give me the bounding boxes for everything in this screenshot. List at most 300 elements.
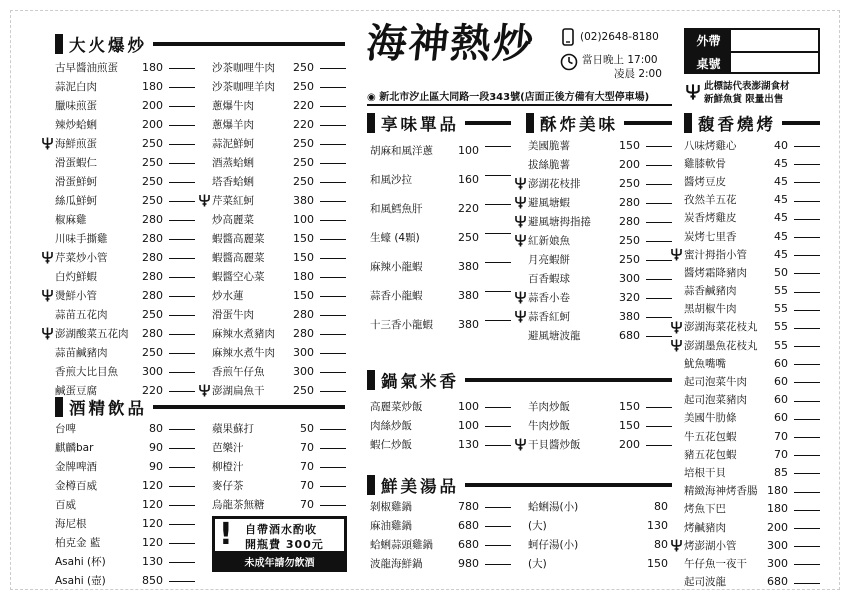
menu-item-name: 澎湖花枝排 xyxy=(528,178,581,190)
quantity-line xyxy=(485,175,511,176)
menu-item xyxy=(528,516,672,535)
menu-item xyxy=(528,288,672,307)
menu-item-price: 250 xyxy=(293,61,314,74)
quantity-line xyxy=(320,296,346,297)
menu-item xyxy=(55,153,195,172)
menu-item-price: 150 xyxy=(647,557,668,570)
quantity-line xyxy=(169,258,195,259)
quantity-line xyxy=(320,68,346,69)
quantity-line xyxy=(485,545,511,546)
section-header-wok xyxy=(367,369,672,391)
menu-item xyxy=(370,416,511,435)
menu-item xyxy=(212,229,346,248)
menu-item-price: 150 xyxy=(293,251,314,264)
menu-item-price: 980 xyxy=(458,557,479,570)
menu-item-name: 滑蛋蝦仁 xyxy=(55,157,97,169)
quantity-line xyxy=(320,391,346,392)
quantity-line xyxy=(169,68,195,69)
menu-item xyxy=(55,362,195,381)
brand-logo xyxy=(364,12,549,74)
quantity-line xyxy=(320,315,346,316)
quantity-line xyxy=(320,163,346,164)
section-title: 馥香燒烤 xyxy=(698,115,776,134)
menu-item xyxy=(55,381,195,400)
quantity-line xyxy=(320,125,346,126)
trident-icon xyxy=(42,251,53,264)
menu-item-price: 300 xyxy=(767,556,788,570)
quantity-line xyxy=(169,448,195,449)
menu-item-price: 60 xyxy=(774,356,788,370)
menu-item-price: 180 xyxy=(142,80,163,93)
trident-icon xyxy=(515,215,526,228)
trident-icon xyxy=(671,339,682,352)
menu-item-price: 250 xyxy=(142,137,163,150)
menu-item-price: 280 xyxy=(142,251,163,264)
menu-item-price: 680 xyxy=(458,538,479,551)
menu-item-name: 蝦醬高麗菜 xyxy=(212,233,265,245)
menu-item-name: 剝椒雞鍋 xyxy=(370,501,412,513)
menu-item-name: 美國脆薯 xyxy=(528,140,570,152)
menu-item xyxy=(212,248,346,267)
logo-text: 海神熱炒 xyxy=(364,20,538,67)
menu-item-name: 蔥爆羊肉 xyxy=(212,119,254,131)
menu-item xyxy=(55,419,195,438)
menu-item-price: 80 xyxy=(149,422,163,435)
menu-item-price: 45 xyxy=(774,247,788,261)
menu-item-price: 250 xyxy=(142,308,163,321)
menu-item-price: 130 xyxy=(647,519,668,532)
quantity-line xyxy=(485,526,511,527)
menu-item-price: 280 xyxy=(619,215,640,228)
menu-item-name: 香煎大比目魚 xyxy=(55,366,118,378)
menu-item-price: 180 xyxy=(293,270,314,283)
quantity-line xyxy=(646,165,672,166)
menu-item-name: 柏克金 藍 xyxy=(55,537,101,549)
menu-item-price: 200 xyxy=(619,158,640,171)
menu-item xyxy=(212,96,346,115)
menu-item-price: 50 xyxy=(300,422,314,435)
quantity-line xyxy=(794,564,820,565)
menu-item xyxy=(212,115,346,134)
menu-item xyxy=(684,391,820,409)
menu-item-price: 45 xyxy=(774,211,788,225)
quantity-line xyxy=(485,507,511,508)
menu-item-name: 豬五花包蝦 xyxy=(684,448,737,461)
menu-item-price: 250 xyxy=(142,346,163,359)
menu-item-price: 55 xyxy=(774,320,788,334)
quantity-line xyxy=(794,437,820,438)
menu-item-price: 150 xyxy=(619,400,640,413)
menu-item-name: 烏龍茶無糖 xyxy=(212,499,265,511)
menu-item xyxy=(55,134,195,153)
menu-item xyxy=(370,194,511,223)
menu-item xyxy=(684,518,820,536)
quantity-line xyxy=(794,382,820,383)
menu-item-name: 海鮮煎蛋 xyxy=(55,138,97,150)
menu-item-price: 85 xyxy=(774,465,788,479)
menu-item xyxy=(684,172,820,190)
menu-item-name: 金牌啤酒 xyxy=(55,461,97,473)
menu-item xyxy=(684,336,820,354)
section-title: 鮮美湯品 xyxy=(381,477,459,496)
menu-item-name: 絲瓜鮮蚵 xyxy=(55,195,97,207)
section-marker xyxy=(367,113,375,133)
menu-item-price: 100 xyxy=(293,213,314,226)
menu-item xyxy=(212,324,346,343)
menu-item-name: 澎湖扁魚干 xyxy=(212,385,265,397)
menu-item-price: 150 xyxy=(619,139,640,152)
menu-item-price: 280 xyxy=(142,270,163,283)
menu-item-price: 250 xyxy=(293,80,314,93)
phone-number: (02)2648-8180 xyxy=(580,31,659,43)
menu-item-name: 醬烤豆皮 xyxy=(684,175,726,188)
menu-item-name: 白灼鮮蝦 xyxy=(55,271,97,283)
section-title: 大火爆炒 xyxy=(69,36,147,55)
menu-item xyxy=(212,381,346,400)
trident-icon xyxy=(515,310,526,323)
menu-item-name: 蚵仔湯(小) xyxy=(528,539,579,551)
menu-item-price: 55 xyxy=(774,338,788,352)
quantity-line xyxy=(169,486,195,487)
quantity-line xyxy=(794,201,820,202)
quantity-line xyxy=(320,277,346,278)
menu-item-price: 90 xyxy=(149,441,163,454)
menu-item-price: 380 xyxy=(458,318,479,331)
menu-item-name: 雞膝軟骨 xyxy=(684,157,726,170)
menu-list-wok-2 xyxy=(528,397,672,454)
menu-item xyxy=(55,552,195,571)
menu-item xyxy=(212,343,346,362)
menu-item-name: 紅新娘魚 xyxy=(528,235,570,247)
menu-item-price: 250 xyxy=(142,175,163,188)
menu-item xyxy=(528,435,672,454)
quantity-line xyxy=(320,486,346,487)
menu-item xyxy=(55,115,195,134)
menu-item-price: 40 xyxy=(774,138,788,152)
quantity-line xyxy=(169,87,195,88)
menu-item-price: 300 xyxy=(293,365,314,378)
menu-item-price: 380 xyxy=(293,194,314,207)
menu-list-wok-1 xyxy=(370,397,511,454)
menu-item xyxy=(684,318,820,336)
menu-item-name: 和風沙拉 xyxy=(370,174,412,186)
quantity-line xyxy=(794,583,820,584)
menu-item xyxy=(55,77,195,96)
menu-item xyxy=(370,310,511,339)
menu-item xyxy=(684,427,820,445)
quantity-line xyxy=(485,204,511,205)
quantity-line xyxy=(646,445,672,446)
quantity-line xyxy=(169,391,195,392)
corkage-notice xyxy=(212,516,347,572)
trident-icon xyxy=(42,327,53,340)
menu-item xyxy=(528,155,672,174)
section-rule xyxy=(465,121,511,125)
menu-item-name: 沙茶咖哩羊肉 xyxy=(212,81,275,93)
quantity-line xyxy=(320,106,346,107)
menu-list-drinks-2 xyxy=(212,419,346,514)
quantity-line xyxy=(485,407,511,408)
menu-item-price: 250 xyxy=(142,156,163,169)
menu-item xyxy=(55,210,195,229)
trident-icon xyxy=(686,83,700,101)
menu-item-name: 燙鮮小管 xyxy=(55,290,97,302)
menu-item-price: 200 xyxy=(619,438,640,451)
menu-item-name: 麻辣水煮豬肉 xyxy=(212,328,275,340)
menu-item-price: 220 xyxy=(142,384,163,397)
section-marker xyxy=(367,370,375,390)
menu-item-price: 200 xyxy=(767,520,788,534)
quantity-line xyxy=(320,448,346,449)
menu-item-price: 300 xyxy=(142,365,163,378)
menu-item-price: 680 xyxy=(619,329,640,342)
menu-item-price: 120 xyxy=(142,536,163,549)
menu-item-price: 680 xyxy=(458,519,479,532)
menu-item-price: 100 xyxy=(458,400,479,413)
menu-item xyxy=(212,419,346,438)
menu-item-name: 避風塘波龍 xyxy=(528,330,581,342)
menu-item-price: 680 xyxy=(767,575,788,589)
menu-item-price: 250 xyxy=(293,384,314,397)
quantity-line xyxy=(794,364,820,365)
menu-item-price: 250 xyxy=(142,194,163,207)
section-rule xyxy=(465,483,672,487)
menu-item-name: 川味手撕雞 xyxy=(55,233,108,245)
quantity-line xyxy=(485,146,511,147)
corkage-line2: 開瓶費 300元 xyxy=(245,538,324,551)
menu-item xyxy=(212,153,346,172)
menu-item xyxy=(684,300,820,318)
menu-item-name: 蒜苗五花肉 xyxy=(55,309,108,321)
menu-item-price: 280 xyxy=(142,289,163,302)
quantity-line xyxy=(794,164,820,165)
menu-item xyxy=(684,463,820,481)
menu-item xyxy=(212,438,346,457)
menu-item-price: 70 xyxy=(300,460,314,473)
corkage-line1: 自帶酒水酌收 xyxy=(245,523,317,536)
menu-item xyxy=(528,307,672,326)
quantity-line xyxy=(169,581,195,582)
menu-item-price: 120 xyxy=(142,498,163,511)
menu-item xyxy=(55,58,195,77)
quantity-line xyxy=(169,543,195,544)
menu-item xyxy=(212,286,346,305)
hours-open: 當日晚上 17:00 xyxy=(582,54,658,66)
menu-item-name: 芹菜炒小管 xyxy=(55,252,108,264)
menu-item xyxy=(212,495,346,514)
menu-item xyxy=(55,324,195,343)
menu-item-price: 180 xyxy=(767,502,788,516)
menu-item-name: 避風塘拇指捲 xyxy=(528,216,591,228)
menu-item-name: 蒜香小卷 xyxy=(528,292,570,304)
menu-item xyxy=(684,154,820,172)
quantity-line xyxy=(485,426,511,427)
menu-item-price: 280 xyxy=(293,308,314,321)
menu-item-name: 肉絲炒飯 xyxy=(370,420,412,432)
menu-item xyxy=(528,535,672,554)
menu-item-price: 280 xyxy=(619,196,640,209)
menu-item xyxy=(528,231,672,250)
menu-item-price: 130 xyxy=(142,555,163,568)
quantity-line xyxy=(320,182,346,183)
penghu-legend-text xyxy=(704,80,790,106)
quantity-line xyxy=(320,87,346,88)
menu-item xyxy=(370,281,511,310)
quantity-line xyxy=(794,310,820,311)
quantity-line xyxy=(485,320,511,321)
menu-item xyxy=(212,172,346,191)
menu-item-price: 250 xyxy=(619,234,640,247)
menu-item xyxy=(370,223,511,252)
menu-item-price: 250 xyxy=(293,156,314,169)
menu-item-price: 90 xyxy=(149,460,163,473)
menu-item-price: 380 xyxy=(619,310,640,323)
menu-item-name: 辣炒蛤蜊 xyxy=(55,119,97,131)
quantity-line xyxy=(169,334,195,335)
menu-item xyxy=(212,191,346,210)
menu-item-name: 台啤 xyxy=(55,423,76,435)
quantity-line xyxy=(794,401,820,402)
quantity-line xyxy=(794,455,820,456)
menu-item-price: 300 xyxy=(767,538,788,552)
quantity-line xyxy=(320,144,346,145)
menu-item-name: 麻油雞鍋 xyxy=(370,520,412,532)
menu-item-price: 780 xyxy=(458,500,479,513)
quantity-line xyxy=(169,372,195,373)
menu-item-name: 澎湖酸菜五花肉 xyxy=(55,328,129,340)
menu-item-name: 古早醬油煎蛋 xyxy=(55,62,118,74)
menu-item-price: 220 xyxy=(293,99,314,112)
clock-icon xyxy=(560,53,578,71)
menu-item xyxy=(684,209,820,227)
menu-list-bbq xyxy=(684,136,820,591)
menu-item xyxy=(55,495,195,514)
penghu-legend xyxy=(684,80,820,106)
menu-item-name: 培根干貝 xyxy=(684,466,726,479)
menu-item-price: 380 xyxy=(458,289,479,302)
menu-item-name: 麒麟bar xyxy=(55,442,94,454)
trident-icon xyxy=(671,539,682,552)
menu-item-name: 起司泡菜牛肉 xyxy=(684,376,747,389)
menu-item-name: 麻辣小龍蝦 xyxy=(370,261,423,273)
menu-item-name: 蛤蜊湯(小) xyxy=(528,501,579,513)
menu-item xyxy=(528,554,672,573)
menu-item-name: Asahi (杯) xyxy=(55,556,106,568)
menu-item xyxy=(528,136,672,155)
quantity-line xyxy=(646,407,672,408)
menu-item-name: 醬烤霜降豬肉 xyxy=(684,266,747,279)
quantity-line xyxy=(320,353,346,354)
section-header-stir-fry xyxy=(55,33,345,55)
menu-item-price: 45 xyxy=(774,156,788,170)
quantity-line xyxy=(646,260,672,261)
section-rule xyxy=(782,121,820,125)
menu-item-price: 70 xyxy=(300,498,314,511)
menu-item-name: 芭樂汁 xyxy=(212,442,244,454)
menu-item-price: 180 xyxy=(767,484,788,498)
hours-close: 凌晨 2:00 xyxy=(614,68,662,80)
quantity-line xyxy=(320,239,346,240)
quantity-line xyxy=(794,492,820,493)
quantity-line xyxy=(794,292,820,293)
quantity-line xyxy=(169,562,195,563)
menu-item-price: 200 xyxy=(142,99,163,112)
menu-item-price: 45 xyxy=(774,174,788,188)
quantity-line xyxy=(320,201,346,202)
menu-item xyxy=(684,354,820,372)
menu-item-price: 120 xyxy=(142,517,163,530)
quantity-line xyxy=(320,220,346,221)
menu-item xyxy=(370,397,511,416)
section-header-signature xyxy=(367,112,511,134)
menu-item-name: 高麗菜炒飯 xyxy=(370,401,423,413)
quantity-line xyxy=(794,237,820,238)
menu-item-name: 干貝醬炒飯 xyxy=(528,439,581,451)
quantity-line xyxy=(794,219,820,220)
section-title: 酥炸美味 xyxy=(540,115,618,134)
menu-item-name: 金樽百威 xyxy=(55,480,97,492)
menu-item-name: 炭香烤雞皮 xyxy=(684,212,737,225)
quantity-line xyxy=(320,334,346,335)
menu-item xyxy=(55,248,195,267)
menu-item-price: 300 xyxy=(619,272,640,285)
menu-item-name: 和風鱈魚肝 xyxy=(370,203,423,215)
quantity-line xyxy=(794,328,820,329)
quantity-line xyxy=(169,524,195,525)
quantity-line xyxy=(646,336,672,337)
menu-item-name: 蝦醬高麗菜 xyxy=(212,252,265,264)
menu-item-price: 250 xyxy=(619,253,640,266)
menu-item-price: 100 xyxy=(458,419,479,432)
corkage-notice-box xyxy=(215,519,344,551)
menu-item xyxy=(370,535,511,554)
menu-item-price: 60 xyxy=(774,393,788,407)
section-marker xyxy=(367,475,375,495)
table-number-label: 桌號 xyxy=(686,53,731,74)
menu-item-name: 起司泡菜豬肉 xyxy=(684,394,747,407)
menu-item xyxy=(528,212,672,231)
menu-item-price: 150 xyxy=(293,289,314,302)
trident-icon xyxy=(199,194,210,207)
menu-item-name: 精緻海神烤香腸 xyxy=(684,485,758,498)
menu-item xyxy=(55,514,195,533)
menu-item-name: 塔香蛤蜊 xyxy=(212,176,254,188)
menu-item xyxy=(55,286,195,305)
menu-item-price: 80 xyxy=(654,538,668,551)
quantity-line xyxy=(169,467,195,468)
trident-icon xyxy=(199,384,210,397)
menu-list-stir-fry-2 xyxy=(212,58,346,400)
menu-item-name: 烤澎湖小管 xyxy=(684,539,737,552)
menu-item xyxy=(55,438,195,457)
section-header-soup xyxy=(367,474,672,496)
menu-item xyxy=(684,282,820,300)
menu-item xyxy=(212,362,346,381)
exclamation-icon: ! xyxy=(219,517,233,552)
menu-item-name: 烤鹹豬肉 xyxy=(684,521,726,534)
menu-item-name: 滑蛋牛肉 xyxy=(212,309,254,321)
menu-item xyxy=(212,267,346,286)
menu-item-price: 380 xyxy=(458,260,479,273)
section-title: 鍋氣米香 xyxy=(381,372,459,391)
section-rule xyxy=(465,378,672,382)
menu-item xyxy=(370,165,511,194)
menu-item xyxy=(684,500,820,518)
menu-item xyxy=(684,263,820,281)
quantity-line xyxy=(794,473,820,474)
menu-item xyxy=(55,343,195,362)
menu-item-price: 55 xyxy=(774,284,788,298)
